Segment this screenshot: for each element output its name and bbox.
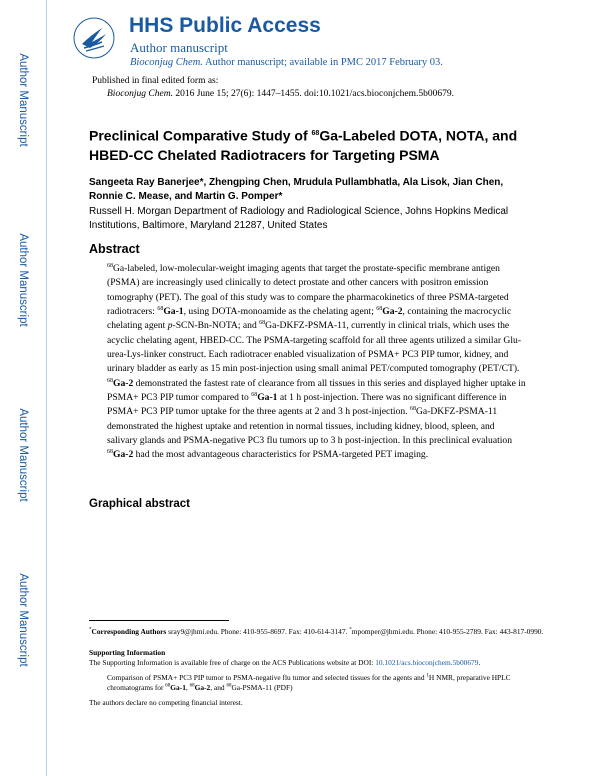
title-isotope: 68 (311, 130, 320, 137)
compound-name: Ga-1 (163, 306, 184, 318)
abstract-segment: had the most advantageous characteristics for PSMA-targeted PET imaging. (133, 449, 429, 461)
compound-name: Ga-1 (170, 683, 186, 692)
isotope: 68 (107, 262, 113, 269)
isotope: 68 (189, 683, 195, 689)
compound-name: Ga-2 (113, 449, 134, 461)
isotope: 68 (251, 391, 258, 398)
hhs-eagle-icon (72, 16, 116, 60)
published-label: Published in final edited form as: (92, 76, 219, 86)
isotope: 68 (376, 305, 383, 312)
publication-journal: Bioconjug Chem. (107, 89, 173, 99)
footnote-text: mpomper@jhmi.edu. Phone: 410-955-2789. Fax: 443-817-0990. (351, 627, 544, 636)
title-part: Ga-Labeled DOTA, NOTA, and HBED-CC Chelated Radiotracers for Targeting PSMA (89, 127, 518, 163)
compound-name: Ga-2 (113, 377, 134, 389)
abstract-segment: -SCN-Bn-NOTA; and (172, 320, 260, 332)
footnote-text: Ga-PSMA-11 (PDF) (231, 683, 293, 692)
isotope: 68 (165, 683, 171, 689)
supporting-info-doi-link[interactable]: 10.1021/acs.bioconjchem.5b00679 (375, 658, 479, 667)
sidebar-label: Author Manuscript (17, 233, 29, 327)
supporting-info-heading (89, 648, 559, 658)
compound-name: Ga-2 (194, 683, 211, 692)
sidebar-label: Author Manuscript (17, 53, 29, 147)
article-title (89, 124, 559, 165)
publication-details (107, 89, 454, 99)
manuscript-status: Author manuscript (130, 40, 228, 55)
author-manuscript-sidebar (0, 0, 47, 776)
graphical-abstract-heading: Graphical abstract (89, 498, 190, 510)
citation-journal: Bioconjug Chem. (130, 57, 203, 68)
abstract-segment: demonstrated the fastest rate of clearance from all tissues in this series and displayed higher uptake in PSMA+ PC3 PIP tumor compared to (107, 377, 526, 404)
sidebar-label: Author Manuscript (17, 408, 29, 502)
footnote-text: , and (210, 683, 227, 692)
page-title: HHS Public Access (129, 14, 321, 37)
footnote-text: , (185, 683, 190, 692)
abstract-segment: at 1 h post-injection. There was no significant difference in PSMA+ PC3 PIP tumor uptake for the three agents at 2 and 3 h post-injection. (107, 392, 507, 418)
citation-availability: Author manuscript; available in PMC 2017 February 03. (202, 57, 443, 68)
compound-name: Ga-1 (257, 392, 278, 404)
authors-line: Sangeeta Ray Banerjee*, Zhengping Chen, Mrudula Pullambhatla, Ala Lisok, Jian Chen, (89, 177, 504, 188)
abstract-text (107, 262, 527, 463)
compound-name: Ga-2 (382, 306, 403, 318)
author-list (89, 176, 559, 204)
isotope: 68 (157, 305, 164, 312)
supporting-info-text (89, 658, 559, 668)
isotope: 68 (259, 320, 266, 327)
footnote-text: . (478, 658, 481, 667)
isotope: 1 (426, 673, 429, 679)
sidebar-label: Author Manuscript (17, 573, 29, 667)
abstract-segment: Ga-DKFZ-PSMA-11 demonstrated the highest uptake and retention in normal tissues, including kidney, blood, spleen, and salivary glands and PSMA-negative PC3 flu tumors up to 3 h post-injection. In this preclinical evaluation (107, 406, 513, 447)
abstract-segment: , using DOTA-monoamide as the chelating agent; (183, 306, 377, 318)
abstract-segment: , containing the macrocyclic chelating agent (107, 306, 512, 332)
footnote-divider (89, 620, 229, 621)
isotope: 68 (226, 683, 232, 689)
isotope: 68 (409, 406, 416, 413)
isotope: 68 (107, 449, 113, 456)
footnote-label: Corresponding Authors (91, 627, 167, 636)
abstract-heading: Abstract (89, 242, 140, 256)
corresponding-authors-note: *Corresponding Authors sray9@jhmi.edu. Phone: 410-955-8697. Fax: 410-614-3147. *mpomper@jhmi.edu. Phone: 410-955-2789. Fax: 443-817-0990. (89, 627, 544, 636)
footnote-text: Comparison of PSMA+ PC3 PIP tumor to PSMA-negative flu tumor and selected tissues for the agents and (107, 673, 427, 682)
footnote-text: sray9@jhmi.edu. Phone: 410-955-8697. Fax: 410-614-3147. (166, 627, 350, 636)
footnote-text: H NMR, preparative HPLC chromatograms for (107, 673, 511, 692)
footnote-text: The Supporting Information is available free of charge on the ACS Publications website at DOI: (89, 658, 376, 667)
header-citation (130, 57, 443, 68)
supporting-info-item (107, 673, 547, 693)
title-part: Preclinical Comparative Study of (89, 127, 312, 144)
footnote-heading: Supporting Information (89, 648, 166, 657)
publication-citation: 2016 June 15; 27(6): 1447–1455. doi:10.1021/acs.bioconjchem.5b00679. (172, 89, 454, 99)
affiliation: Russell H. Morgan Department of Radiology and Radiological Science, Johns Hopkins Medical Institutions, Baltimore, Maryland 21287, United States (89, 206, 509, 231)
isotope: 68 (107, 377, 113, 384)
abstract-segment: Ga-labeled, low-molecular-weight imaging agents that target the prostate-specific membrane antigen (PSMA) are increasingly used clinically to detect prostate and other cancers with positron emission tomography (PET). The goal of this study was to compare the pharmacokinetics of three PSMA-targeted radiotracers: (107, 263, 509, 318)
competing-interest-statement: The authors declare no competing financial interest. (89, 698, 243, 707)
abstract-segment: p (167, 320, 173, 332)
abstract-segment: Ga-DKFZ-PSMA-11, currently in clinical trials, which uses the acyclic chelating agent, HBED-CC. The PSMA-targeting scaffold for all three agents utilized a similar Glu-urea-Lys-linker construct. Each radiotracer enabled visualization of PSMA+ PC3 PIP tumor, kidney, and urinary bladder as early as 15 min post-injection using small animal PET/computed tomography (PET/CT). (107, 320, 522, 375)
authors-line: Ronnie C. Mease, and Martin G. Pomper* (89, 191, 283, 202)
